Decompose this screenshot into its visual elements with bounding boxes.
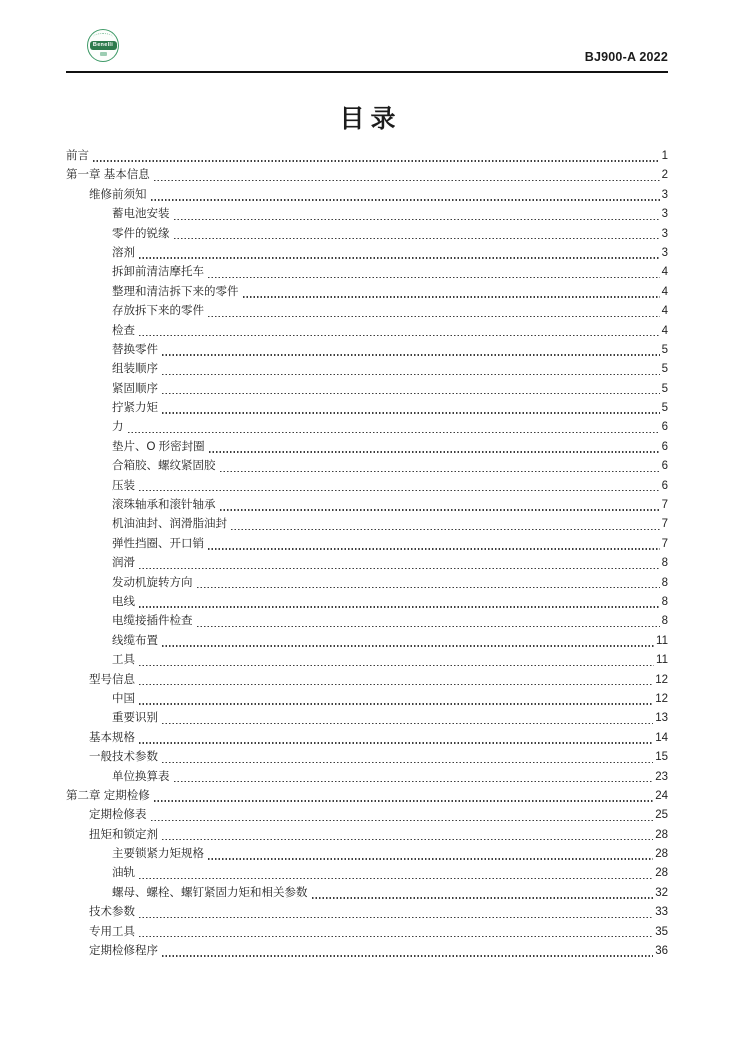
- toc-entry-page: 5: [661, 402, 668, 415]
- toc-entry[interactable]: [66, 651, 668, 670]
- toc-entry[interactable]: [66, 477, 668, 496]
- header-divider: [66, 71, 668, 73]
- toc-leader-dots: [205, 438, 662, 457]
- toc-entry-page: 32: [655, 886, 668, 899]
- toc-entry-page: 8: [661, 615, 668, 628]
- toc-entry-page: 5: [661, 343, 668, 356]
- toc-entry[interactable]: [66, 515, 668, 534]
- toc-entry-label: 电线: [112, 595, 135, 608]
- toc-entry[interactable]: [66, 806, 668, 825]
- toc-leader-dots: [239, 283, 662, 302]
- toc-entry-label: 工具: [112, 654, 135, 667]
- toc-leader-dots: [204, 263, 662, 282]
- toc-entry-page: 6: [661, 440, 668, 453]
- toc-entry[interactable]: [66, 147, 668, 166]
- toc-entry-page: 4: [661, 324, 668, 337]
- toc-entry-page: 28: [655, 828, 668, 841]
- toc-leader-dots: [204, 845, 655, 864]
- toc-entry[interactable]: [66, 554, 668, 573]
- toc-entry-label: 油轨: [112, 867, 135, 880]
- toc-entry-page: 8: [661, 595, 668, 608]
- toc-leader-dots: [135, 729, 655, 748]
- toc-entry-label: 替换零件: [112, 343, 158, 356]
- toc-entry-page: 3: [661, 246, 668, 259]
- toc-entry-label: 重要识别: [112, 712, 158, 725]
- toc-leader-dots: [150, 166, 662, 185]
- toc-entry-page: 11: [656, 654, 668, 667]
- toc-entry[interactable]: [66, 903, 668, 922]
- toc-entry-label: 一般技术参数: [89, 751, 158, 764]
- toc-leader-dots: [308, 884, 656, 903]
- toc-entry-label: 专用工具: [89, 925, 135, 938]
- toc-leader-dots: [135, 690, 655, 709]
- toc-entry[interactable]: [66, 302, 668, 321]
- toc-entry-label: 存放拆下来的零件: [112, 305, 204, 318]
- toc-entry[interactable]: [66, 709, 668, 728]
- toc-entry-page: 3: [661, 188, 668, 201]
- toc-entry[interactable]: [66, 535, 668, 554]
- toc-entry-label: 弹性挡圈、开口销: [112, 537, 204, 550]
- logo-lower-mark: [100, 52, 107, 56]
- toc-entry-page: 4: [661, 305, 668, 318]
- toc-entry-page: 25: [655, 809, 668, 822]
- toc-leader-dots: [135, 671, 655, 690]
- logo-brand-band: Benelli: [90, 41, 117, 50]
- toc-entry[interactable]: [66, 593, 668, 612]
- toc-entry-page: 28: [655, 867, 668, 880]
- toc-entry-page: 8: [661, 576, 668, 589]
- toc-leader-dots: [158, 748, 655, 767]
- toc-entry-label: 组装顺序: [112, 363, 158, 376]
- toc-leader-dots: [124, 418, 662, 437]
- benelli-logo-icon: [87, 29, 119, 62]
- toc-entry-label: 电缆接插件检查: [112, 615, 193, 628]
- toc-leader-dots: [170, 205, 662, 224]
- toc-entry-page: 3: [661, 208, 668, 221]
- toc-leader-dots: [158, 826, 655, 845]
- toc-entry-label: 中国: [112, 692, 135, 705]
- toc-entry-label: 螺母、螺栓、螺钉紧固力矩和相关参数: [112, 886, 308, 899]
- toc-entry-label: 紧固顺序: [112, 382, 158, 395]
- toc-entry-label: 线缆布置: [112, 634, 158, 647]
- toc-entry[interactable]: [66, 923, 668, 942]
- toc-entry-page: 7: [661, 518, 668, 531]
- toc-entry-page: 5: [661, 382, 668, 395]
- toc-entry[interactable]: [66, 748, 668, 767]
- toc-entry-label: 零件的锐缘: [112, 227, 170, 240]
- toc-entry-label: 第一章 基本信息: [66, 169, 150, 182]
- toc-entry[interactable]: [66, 632, 668, 651]
- toc-leader-dots: [216, 496, 662, 515]
- toc-entry[interactable]: [66, 574, 668, 593]
- toc-entry[interactable]: [66, 418, 668, 437]
- toc-entry-page: 11: [656, 634, 668, 647]
- toc-leader-dots: [170, 225, 662, 244]
- toc-entry-page: 4: [661, 266, 668, 279]
- toc-entry-page: 13: [655, 712, 668, 725]
- toc-entry-page: 28: [655, 848, 668, 861]
- toc-entry[interactable]: [66, 341, 668, 360]
- toc-entry-label: 整理和清洁拆下来的零件: [112, 285, 239, 298]
- toc-entry[interactable]: [66, 942, 668, 961]
- toc-entry-label: 第二章 定期检修: [66, 789, 150, 802]
- toc-entry-page: 4: [661, 285, 668, 298]
- toc-entry[interactable]: [66, 457, 668, 476]
- toc-leader-dots: [150, 787, 656, 806]
- logo-arc-decoration: [93, 33, 113, 41]
- toc-entry[interactable]: [66, 205, 668, 224]
- toc-entry-label: 垫片、O 形密封圈: [112, 440, 205, 453]
- toc-entry-label: 拆卸前清洁摩托车: [112, 266, 204, 279]
- toc-entry-page: 2: [661, 169, 668, 182]
- toc-entry[interactable]: [66, 496, 668, 515]
- toc-entry-page: 7: [661, 537, 668, 550]
- toc-entry[interactable]: [66, 399, 668, 418]
- toc-entry[interactable]: [66, 322, 668, 341]
- toc-entry[interactable]: [66, 787, 668, 806]
- toc-entry-label: 型号信息: [89, 673, 135, 686]
- toc-leader-dots: [158, 399, 662, 418]
- toc-leader-dots: [158, 942, 655, 961]
- toc-entry[interactable]: [66, 166, 668, 185]
- toc-leader-dots: [135, 322, 662, 341]
- toc-entry[interactable]: [66, 380, 668, 399]
- toc-leader-dots: [204, 535, 662, 554]
- toc-leader-dots: [135, 477, 662, 496]
- toc-leader-dots: [135, 593, 662, 612]
- toc-entry-page: 23: [655, 770, 668, 783]
- toc-entry-page: 33: [655, 906, 668, 919]
- toc-leader-dots: [135, 554, 662, 573]
- page-title: 目录: [339, 106, 402, 133]
- toc-entry[interactable]: [66, 729, 668, 748]
- toc-entry-label: 蓄电池安装: [112, 208, 170, 221]
- toc-entry-label: 检查: [112, 324, 135, 337]
- toc-entry-page: 5: [661, 363, 668, 376]
- toc-leader-dots: [158, 632, 656, 651]
- toc-entry[interactable]: [66, 690, 668, 709]
- toc-leader-dots: [89, 147, 662, 166]
- header-model-label: BJ900-A 2022: [584, 50, 668, 64]
- toc-leader-dots: [147, 806, 656, 825]
- toc-entry-label: 压装: [112, 479, 135, 492]
- toc-entry-label: 单位换算表: [112, 770, 170, 783]
- toc-leader-dots: [135, 651, 656, 670]
- toc-entry-label: 合箱胶、螺纹紧固胶: [112, 460, 216, 473]
- toc-entry-page: 6: [661, 460, 668, 473]
- toc-entry-page: 15: [655, 751, 668, 764]
- toc-entry-label: 定期检修程序: [89, 945, 158, 958]
- toc-leader-dots: [227, 515, 662, 534]
- toc-entry[interactable]: [66, 612, 668, 631]
- toc-entry-page: 35: [655, 925, 668, 938]
- toc-entry-page: 6: [661, 479, 668, 492]
- toc-entry-label: 基本规格: [89, 731, 135, 744]
- toc-entry[interactable]: [66, 826, 668, 845]
- toc-entry[interactable]: [66, 263, 668, 282]
- toc-leader-dots: [135, 923, 655, 942]
- toc-leader-dots: [158, 341, 662, 360]
- toc-entry-label: 扭矩和锁定剂: [89, 828, 158, 841]
- toc-entry-page: 8: [661, 557, 668, 570]
- toc-leader-dots: [193, 612, 662, 631]
- toc-entry-label: 滚珠轴承和滚针轴承: [112, 499, 216, 512]
- table-of-contents: [66, 147, 668, 961]
- toc-entry[interactable]: [66, 225, 668, 244]
- toc-entry-label: 维修前须知: [89, 188, 147, 201]
- toc-entry[interactable]: [66, 884, 668, 903]
- toc-leader-dots: [135, 903, 655, 922]
- toc-leader-dots: [158, 709, 655, 728]
- toc-entry-page: 3: [661, 227, 668, 240]
- toc-entry-page: 12: [655, 673, 668, 686]
- toc-entry-label: 前言: [66, 150, 89, 162]
- toc-entry-label: 润滑: [112, 557, 135, 570]
- toc-entry-label: 机油油封、润滑脂油封: [112, 518, 227, 531]
- toc-leader-dots: [193, 574, 662, 593]
- toc-entry-label: 主要锁紧力矩规格: [112, 848, 204, 861]
- toc-entry[interactable]: [66, 768, 668, 787]
- toc-entry[interactable]: [66, 360, 668, 379]
- toc-leader-dots: [216, 457, 662, 476]
- toc-entry[interactable]: [66, 283, 668, 302]
- toc-entry-label: 定期检修表: [89, 809, 147, 822]
- toc-entry[interactable]: [66, 186, 668, 205]
- toc-entry-label: 力: [112, 421, 124, 434]
- toc-entry-page: 36: [655, 945, 668, 958]
- toc-entry-page: 12: [655, 692, 668, 705]
- toc-entry[interactable]: [66, 864, 668, 883]
- toc-entry-page: 6: [661, 421, 668, 434]
- toc-entry[interactable]: [66, 438, 668, 457]
- toc-leader-dots: [135, 864, 655, 883]
- toc-entry-page: 7: [661, 499, 668, 512]
- toc-entry-label: 拧紧力矩: [112, 402, 158, 415]
- toc-entry-label: 技术参数: [89, 906, 135, 919]
- toc-leader-dots: [204, 302, 662, 321]
- toc-entry[interactable]: [66, 671, 668, 690]
- toc-leader-dots: [170, 768, 656, 787]
- toc-entry-page: 14: [655, 731, 668, 744]
- toc-entry[interactable]: [66, 244, 668, 263]
- toc-leader-dots: [147, 186, 662, 205]
- toc-entry-page: 24: [655, 789, 668, 802]
- toc-leader-dots: [135, 244, 662, 263]
- toc-leader-dots: [158, 380, 662, 399]
- toc-entry[interactable]: [66, 845, 668, 864]
- toc-entry-label: 溶剂: [112, 246, 135, 259]
- toc-entry-label: 发动机旋转方向: [112, 576, 193, 589]
- toc-entry-page: 1: [661, 150, 668, 162]
- toc-leader-dots: [158, 360, 662, 379]
